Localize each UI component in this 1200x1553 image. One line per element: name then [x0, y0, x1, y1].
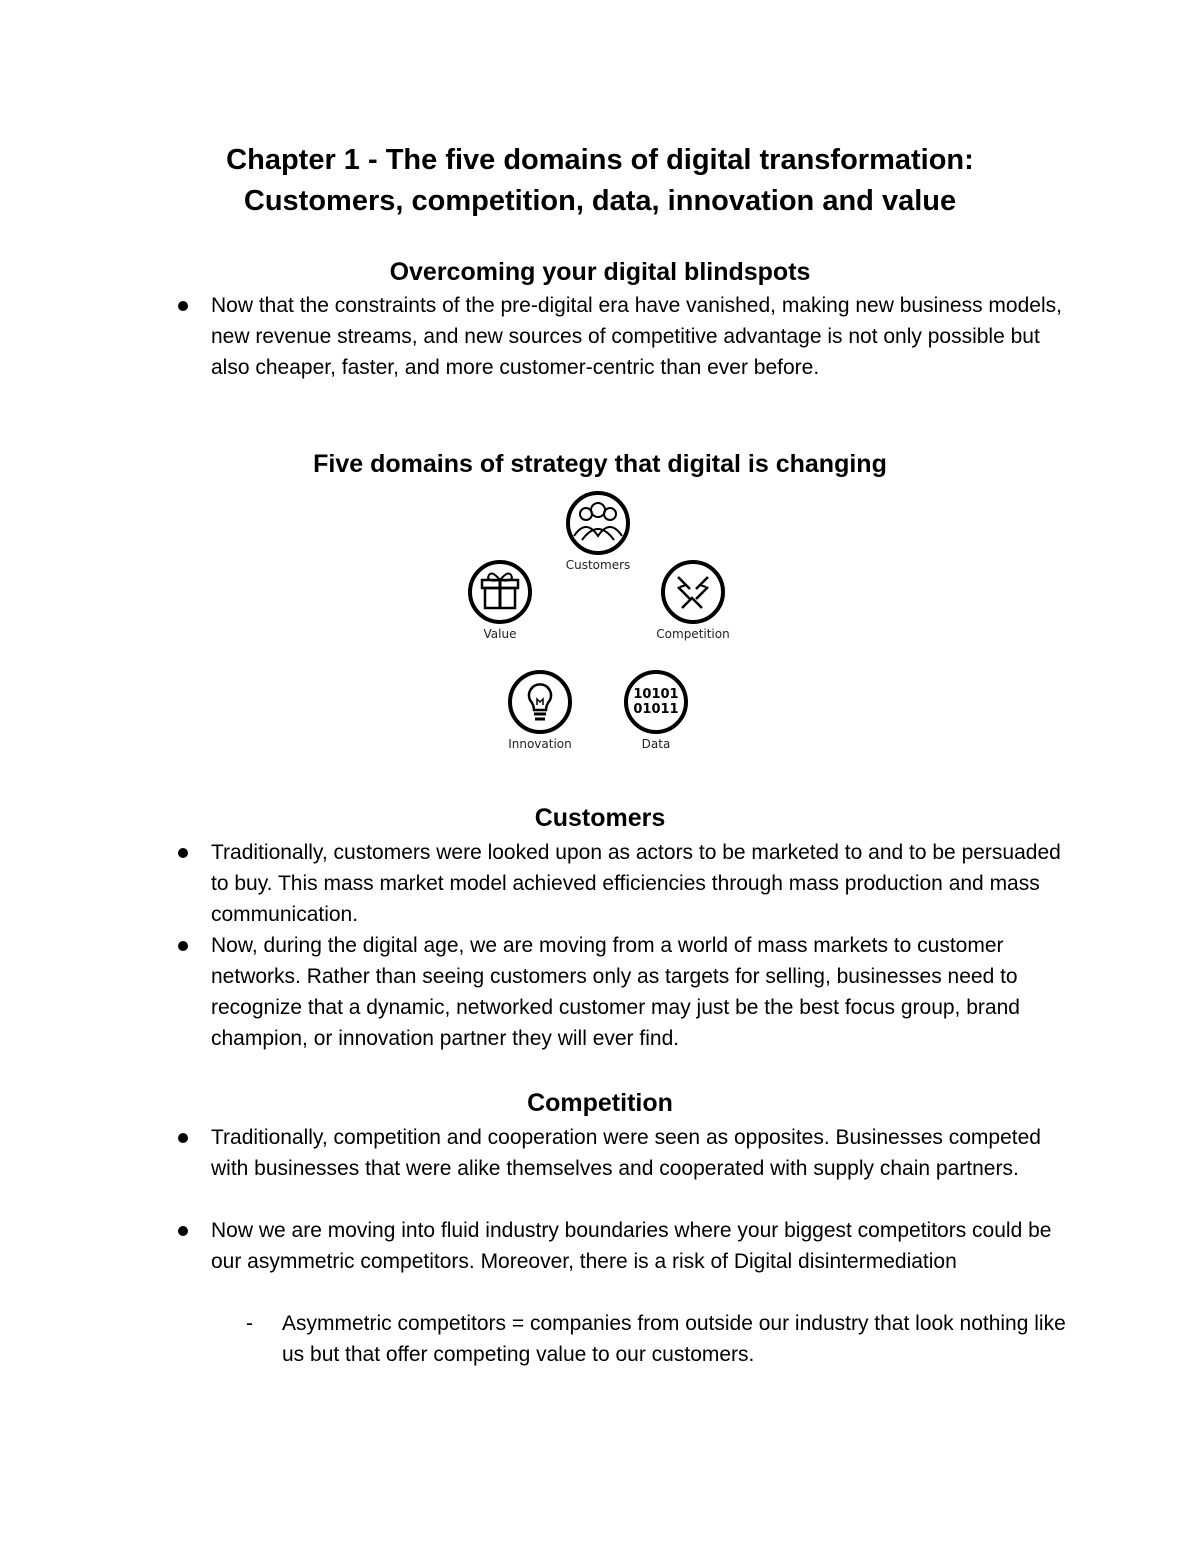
title-line-2: Customers, competition, data, innovation and value	[243, 185, 957, 217]
binary-line-1: 10101	[633, 687, 679, 702]
binary-line-2: 01011	[633, 702, 679, 717]
bullet-text: Traditionally, competition and cooperation were seen as opposites. Businesses competed with businesses that were alike themselves and cooperated with supply chain partners.	[211, 1126, 1041, 1180]
arrows-icon	[663, 562, 723, 622]
bullet-text: Now, during the digital age, we are moving from a world of mass markets to customer networks. Rather than seeing customers only as targets for selling, businesses need to recognize that a dynamic, networked customer may just be the best focus group, brand champion, or innovation partner they will ever find.	[211, 934, 1020, 1050]
domain-label-competition: Competition	[656, 627, 730, 641]
domain-label-innovation: Innovation	[508, 737, 572, 751]
bullet-dot	[178, 848, 188, 858]
bullet-dot	[178, 941, 188, 951]
section-heading-blindspots: Overcoming your digital blindspots	[389, 258, 811, 286]
bullet-text: Now we are moving into fluid industry boundaries where your biggest competitors could be our asymmetric competitors. Moreover, there is a risk of Digital disintermediation	[211, 1219, 1052, 1273]
domain-label-customers: Customers	[565, 558, 631, 572]
gift-icon	[470, 562, 530, 622]
sub-bullet-text: Asymmetric competitors = companies from outside our industry that look nothing like us but that offer competing value to our customers.	[282, 1312, 1066, 1366]
bullet-dot	[178, 301, 188, 311]
section-heading-five-domains: Five domains of strategy that digital is changing	[313, 450, 887, 478]
section-heading-customers: Customers	[534, 804, 666, 832]
domain-label-value: Value	[483, 627, 517, 641]
bullet-dot	[178, 1226, 188, 1236]
page-title	[150, 140, 1050, 222]
bullet-dot	[178, 1133, 188, 1143]
five-domains-diagram	[450, 490, 750, 760]
bullet-text: Traditionally, customers were looked upon as actors to be marketed to and to be persuaded to buy. This mass market model achieved efficiencies through mass production and mass communication.	[211, 841, 1061, 926]
domain-label-data: Data	[641, 737, 671, 751]
people-group-icon	[568, 493, 628, 553]
section-heading-competition: Competition	[527, 1089, 673, 1117]
binary-icon	[626, 672, 686, 732]
title-line-1: Chapter 1 - The five domains of digital transformation:	[226, 144, 974, 176]
sub-bullet-dash: -	[246, 1312, 253, 1335]
bullet-text: Now that the constraints of the pre-digital era have vanished, making new business models, new revenue streams, and new sources of competitive advantage is not only possible but also cheaper, faster, and more customer-centric than ever before.	[211, 294, 1062, 379]
lightbulb-icon	[510, 672, 570, 732]
